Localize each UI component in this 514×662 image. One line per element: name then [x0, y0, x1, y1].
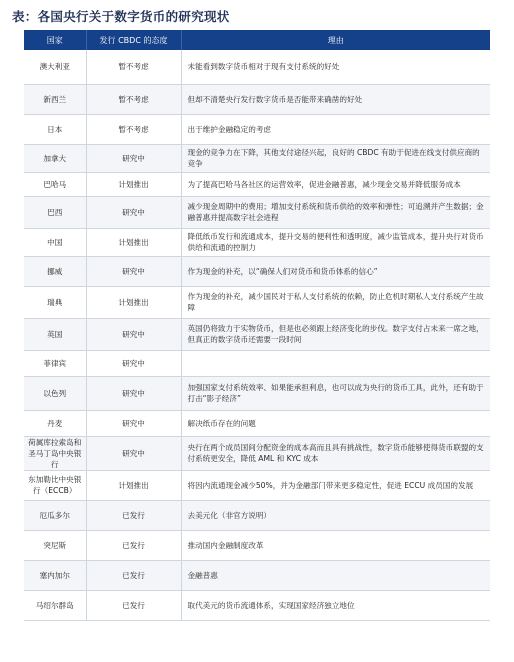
reason-cell: 取代美元的货币流通体系，实现国家经济独立地位 — [181, 590, 490, 620]
table-row — [24, 318, 490, 350]
attitude-cell: 研究中 — [86, 256, 181, 286]
attitude-cell: 计划推出 — [86, 172, 181, 196]
cbdc-research-table — [24, 30, 490, 621]
country-cell: 塞内加尔 — [24, 560, 86, 590]
attitude-cell: 计划推出 — [86, 228, 181, 256]
header-country: 国家 — [24, 30, 86, 50]
country-cell: 巴哈马 — [24, 172, 86, 196]
country-cell: 菲律宾 — [24, 350, 86, 376]
attitude-cell: 研究中 — [86, 318, 181, 350]
table-row — [24, 84, 490, 114]
attitude-cell: 暂不考虑 — [86, 84, 181, 114]
attitude-cell: 已发行 — [86, 560, 181, 590]
attitude-cell: 研究中 — [86, 196, 181, 228]
country-cell: 中国 — [24, 228, 86, 256]
attitude-cell: 研究中 — [86, 144, 181, 172]
country-cell: 丹麦 — [24, 410, 86, 436]
reason-cell: 作为现金的补充，以“确保人们对货币和货币体系的信心” — [181, 256, 490, 286]
attitude-cell: 研究中 — [86, 376, 181, 410]
reason-cell: 减少现金周期中的费用；增加支付系统和货币供给的效率和弹性；可追溯并产生数据；金融普惠并提高数字社会进程 — [181, 196, 490, 228]
table-row — [24, 196, 490, 228]
table-header-row — [24, 30, 490, 50]
country-cell: 澳大利亚 — [24, 50, 86, 84]
reason-cell: 为了提高巴哈马各社区的运营效率，促进金融普惠，减少现金交易并降低服务成本 — [181, 172, 490, 196]
table-row — [24, 410, 490, 436]
table-row — [24, 530, 490, 560]
country-cell: 瑞典 — [24, 286, 86, 318]
attitude-cell: 计划推出 — [86, 470, 181, 500]
country-cell: 日本 — [24, 114, 86, 144]
country-cell: 巴西 — [24, 196, 86, 228]
table-row — [24, 144, 490, 172]
table-row — [24, 500, 490, 530]
reason-cell: 金融普惠 — [181, 560, 490, 590]
reason-cell: 英国仍将致力于实物货币，但是也必须跟上经济变化的步伐。数字支付占未来一席之地，但真正的数字货币还需要一段时间 — [181, 318, 490, 350]
country-cell: 挪威 — [24, 256, 86, 286]
attitude-cell: 暂不考虑 — [86, 50, 181, 84]
attitude-cell: 研究中 — [86, 436, 181, 470]
header-attitude: 发行 CBDC 的态度 — [86, 30, 181, 50]
country-cell: 东加勒比中央银行（ECCB） — [24, 470, 86, 500]
table-row — [24, 560, 490, 590]
reason-cell: 央行在两个成员国间分配资金的成本高而且具有挑战性，数字货币能够使得货币联盟的支付系统更安全，降低 AML 和 KYC 成本 — [181, 436, 490, 470]
reason-cell: 未能看到数字货币相对于现有支付系统的好处 — [181, 50, 490, 84]
table-row — [24, 590, 490, 620]
reason-cell: 降低纸币发行和流通成本，提升交易的便利性和透明度，减少监管成本，提升央行对货币供给和流通的控制力 — [181, 228, 490, 256]
reason-cell — [181, 350, 490, 376]
table-row — [24, 286, 490, 318]
country-cell: 突尼斯 — [24, 530, 86, 560]
table-row — [24, 256, 490, 286]
table-row — [24, 376, 490, 410]
country-cell: 以色列 — [24, 376, 86, 410]
header-reason: 理由 — [181, 30, 490, 50]
table-row — [24, 114, 490, 144]
country-cell: 荷属库拉索岛和圣马丁岛中央银行 — [24, 436, 86, 470]
attitude-cell: 计划推出 — [86, 286, 181, 318]
reason-cell: 但却不清楚央行发行数字货币是否能带来确凿的好处 — [181, 84, 490, 114]
attitude-cell: 已发行 — [86, 530, 181, 560]
country-cell: 加拿大 — [24, 144, 86, 172]
table-title: 表：各国央行关于数字货币的研究现状 — [12, 9, 230, 24]
attitude-cell: 暂不考虑 — [86, 114, 181, 144]
table-row — [24, 228, 490, 256]
reason-cell: 现金的竞争力在下降，其他支付途径兴起，良好的 CBDC 有助于促进在线支付供应商的竞争 — [181, 144, 490, 172]
country-cell: 厄瓜多尔 — [24, 500, 86, 530]
attitude-cell: 已发行 — [86, 590, 181, 620]
reason-cell: 将因内流通现金减少50%，并为金融部门带来更多稳定性，促进 ECCU 成员国的发展 — [181, 470, 490, 500]
reason-cell: 作为现金的补充，减少国民对于私人支付系统的依赖，防止危机时期私人支付系统产生故障 — [181, 286, 490, 318]
country-cell: 英国 — [24, 318, 86, 350]
attitude-cell: 已发行 — [86, 500, 181, 530]
table-row — [24, 436, 490, 470]
table-row — [24, 350, 490, 376]
reason-cell: 出于维护金融稳定的考虑 — [181, 114, 490, 144]
reason-cell: 去美元化（非官方说明） — [181, 500, 490, 530]
table-row — [24, 172, 490, 196]
country-cell: 新西兰 — [24, 84, 86, 114]
reason-cell: 加强国家支付系统效率、如果能承担利息，也可以成为央行的货币工具，此外，还有助于打击“影子经济” — [181, 376, 490, 410]
table-row — [24, 50, 490, 84]
reason-cell: 解决纸币存在的问题 — [181, 410, 490, 436]
table-row — [24, 470, 490, 500]
attitude-cell: 研究中 — [86, 410, 181, 436]
country-cell: 马绍尔群岛 — [24, 590, 86, 620]
reason-cell: 推动国内金融制度改革 — [181, 530, 490, 560]
attitude-cell: 研究中 — [86, 350, 181, 376]
